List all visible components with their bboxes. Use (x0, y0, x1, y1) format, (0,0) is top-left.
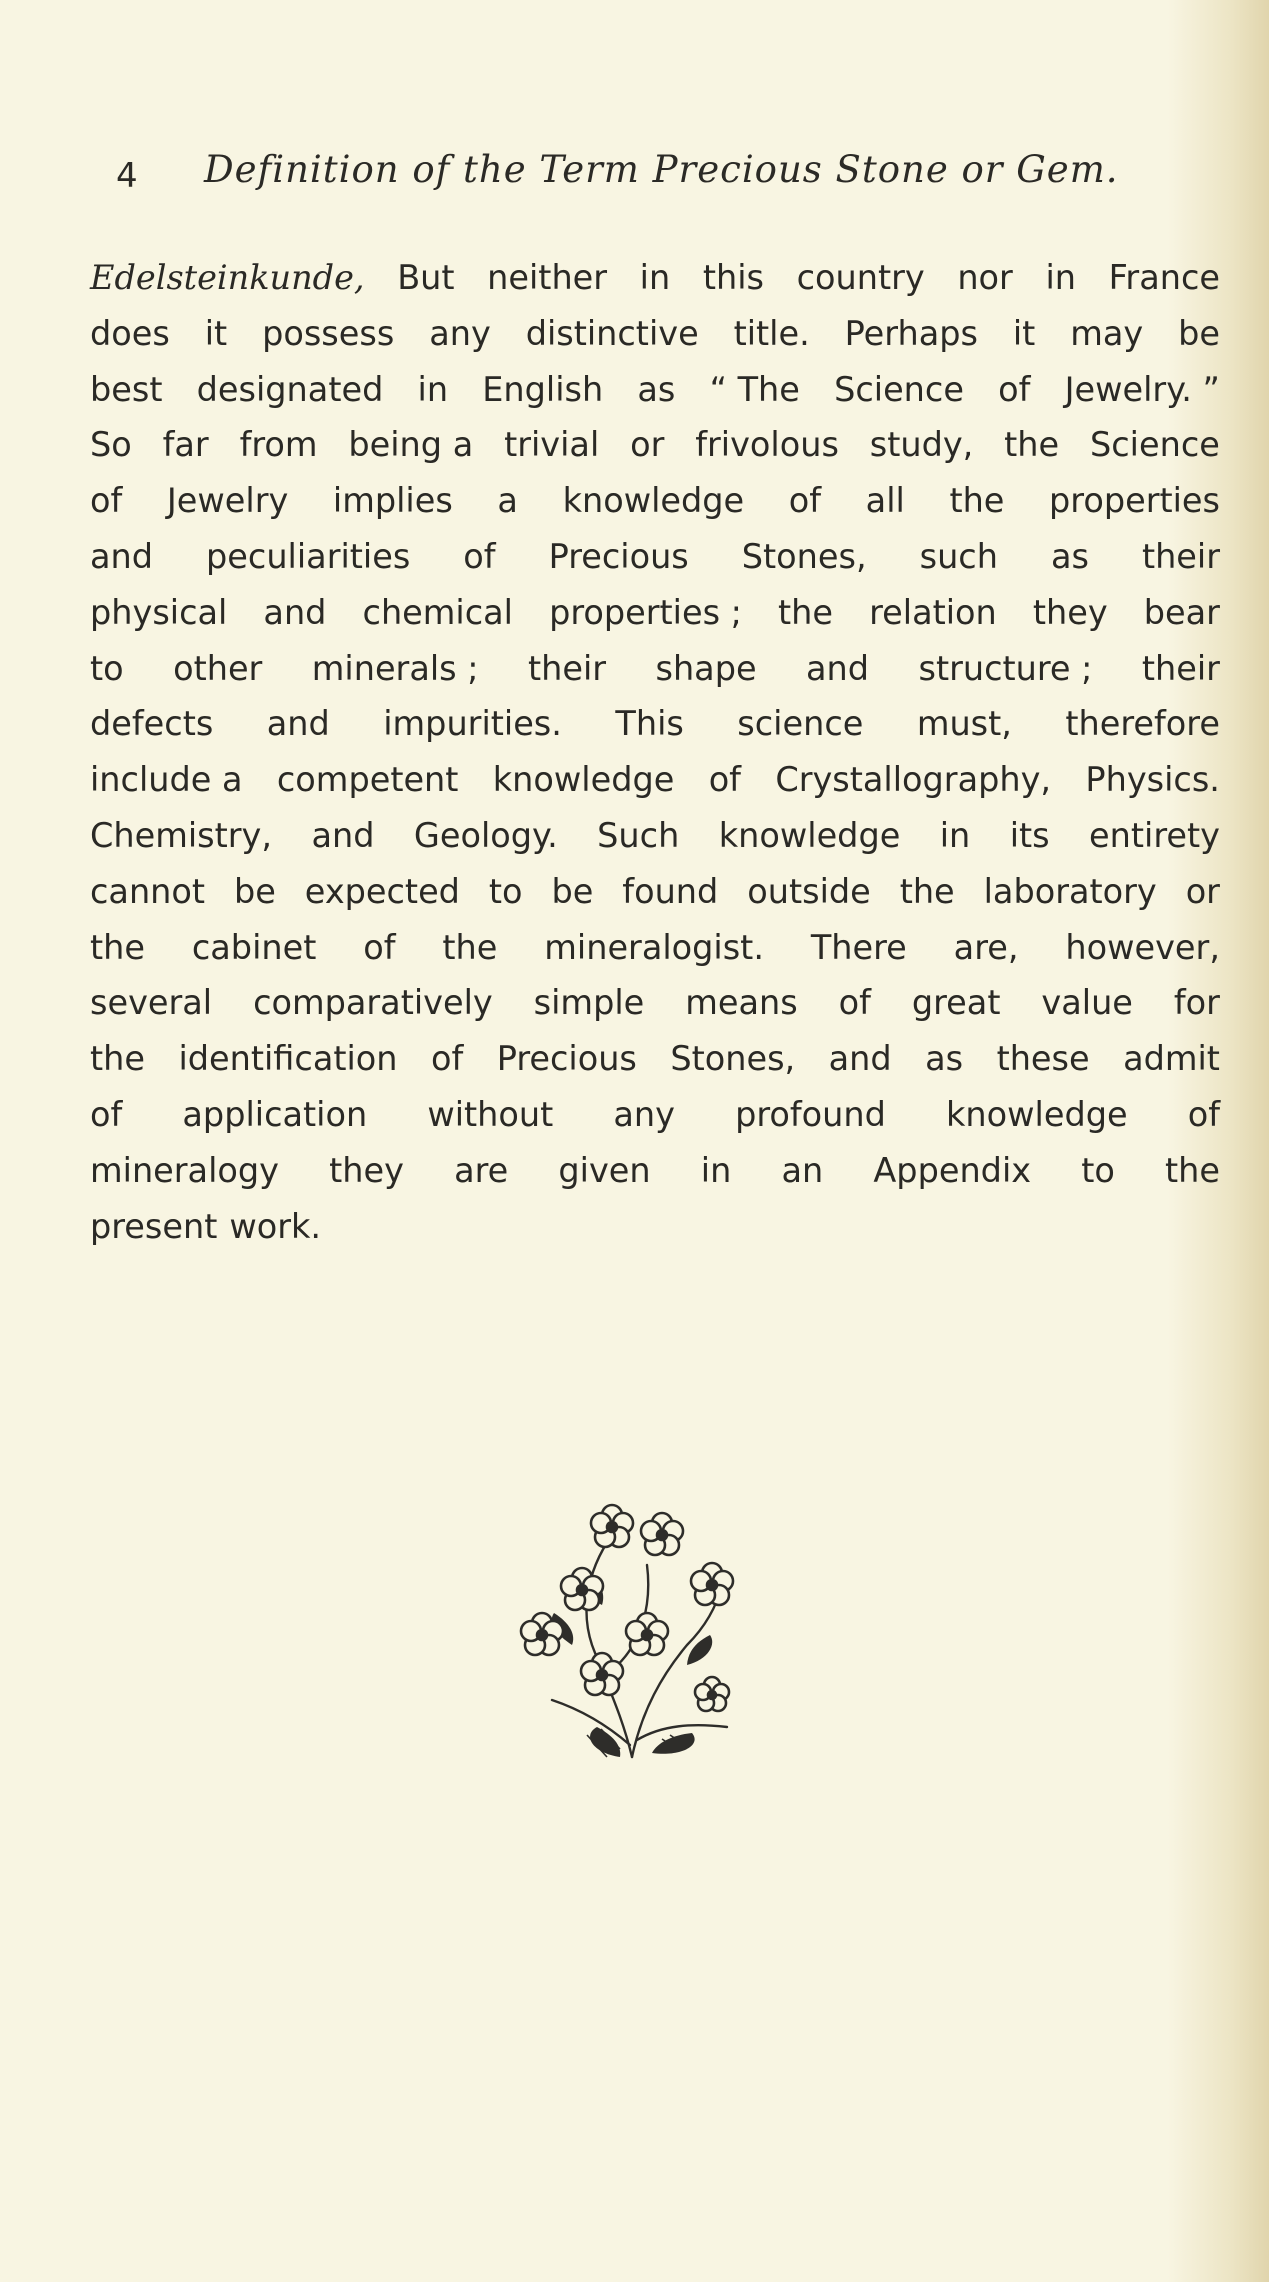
word: physical (90, 592, 228, 632)
text-line (90, 1087, 1220, 1143)
word: this (702, 258, 764, 297)
word: and (263, 592, 327, 632)
text-line (90, 1143, 1220, 1199)
word: the (90, 927, 145, 967)
word: of (838, 983, 871, 1023)
word: Jewelry. ” (1064, 369, 1220, 409)
text-line (90, 417, 1220, 473)
word: of (90, 481, 123, 521)
word: cannot (90, 871, 206, 911)
word: neither (487, 258, 608, 297)
word: or (630, 425, 665, 465)
word: far (162, 425, 209, 465)
text-line (90, 752, 1220, 808)
word: Chemistry, (90, 815, 273, 855)
text-line (90, 529, 1220, 585)
word: are (454, 1150, 509, 1190)
page-number: 4 (116, 156, 138, 196)
word: Stones, (670, 1039, 796, 1079)
word: profound (735, 1094, 886, 1134)
word: properties (1049, 481, 1220, 521)
word: Precious (548, 536, 689, 576)
word: admit (1123, 1039, 1220, 1079)
word: in (1045, 258, 1076, 297)
word: found (622, 871, 719, 911)
running-title: Definition of the Term Precious Stone or Gem. (204, 148, 1119, 191)
word: be (233, 871, 276, 911)
word: and (828, 1039, 892, 1079)
word: their (527, 648, 607, 688)
word: in (639, 258, 671, 297)
word: minerals ; (311, 648, 479, 688)
word: study, (869, 425, 974, 465)
word: Such (597, 815, 680, 855)
word: however, (1065, 927, 1220, 967)
word: be (1178, 313, 1220, 353)
word: the (778, 592, 834, 632)
word: given (558, 1150, 651, 1190)
running-head (116, 148, 1196, 208)
word: knowledge (718, 815, 901, 855)
text-line (90, 641, 1220, 697)
word: Physics. (1085, 760, 1220, 800)
word: Science (834, 369, 964, 409)
word: comparatively (253, 983, 493, 1023)
word: entirety (1089, 815, 1220, 855)
word: English (482, 369, 604, 409)
word: application (182, 1094, 368, 1134)
stem (587, 1535, 632, 1757)
word: structure ; (918, 648, 1093, 688)
word: their (1141, 536, 1220, 576)
word: work. (229, 1206, 322, 1246)
text-line (90, 1199, 1220, 1255)
word: great (911, 983, 1001, 1023)
word: the (1165, 1150, 1220, 1190)
word: from (239, 425, 318, 465)
word: mineralogist. (544, 927, 764, 967)
word: Appendix (873, 1150, 1032, 1190)
word: France (1108, 258, 1220, 297)
word: title. (733, 313, 810, 353)
text-line (90, 864, 1220, 920)
word: their (1141, 648, 1220, 688)
word: But (397, 258, 455, 297)
word: and (806, 648, 870, 688)
word: country (796, 258, 925, 297)
word: must, (916, 704, 1012, 744)
word: “ The (709, 369, 800, 409)
word: Precious (496, 1039, 637, 1079)
word: properties ; (549, 592, 742, 632)
word: knowledge (492, 760, 675, 800)
word: of (788, 481, 822, 521)
text-line (90, 362, 1220, 418)
word: and (266, 704, 330, 744)
word: as (1050, 536, 1089, 576)
text-line (90, 1031, 1220, 1087)
word: in (417, 369, 449, 409)
word: in (939, 815, 971, 855)
word: value (1041, 983, 1133, 1023)
word: or (1185, 871, 1220, 911)
word: impurities. (383, 704, 562, 744)
word: present (90, 1206, 218, 1246)
word: it (1012, 313, 1036, 353)
word: So (90, 425, 132, 465)
text-line (90, 808, 1220, 864)
body-paragraph (90, 250, 1220, 1254)
word: these (996, 1039, 1090, 1079)
word: of (363, 927, 396, 967)
word: designated (196, 369, 384, 409)
word: nor (957, 258, 1013, 297)
word: relation (869, 592, 997, 632)
word: as (925, 1039, 964, 1079)
word: may (1070, 313, 1144, 353)
word: defects (90, 704, 214, 744)
text-line (90, 975, 1220, 1031)
word: knowledge (562, 481, 745, 521)
word: they (1032, 592, 1108, 632)
word: other (173, 648, 263, 688)
word: chemical (362, 592, 513, 632)
text-line (90, 696, 1220, 752)
word: Crystallography, (775, 760, 1052, 800)
word: for (1173, 983, 1220, 1023)
word: to (488, 871, 523, 911)
word: bear (1143, 592, 1220, 632)
word: the (90, 1039, 145, 1079)
word: science (737, 704, 864, 744)
word: implies (332, 481, 453, 521)
word: does (90, 313, 170, 353)
word: and (90, 536, 154, 576)
word: the (1004, 425, 1060, 465)
word: best (90, 369, 163, 409)
word: of (998, 369, 1031, 409)
word: as (637, 369, 676, 409)
word: mineralogy (90, 1150, 279, 1190)
word: be (551, 871, 594, 911)
word: outside (747, 871, 871, 911)
word: knowledge (946, 1094, 1128, 1134)
text-line (90, 250, 1220, 306)
word: means (685, 983, 798, 1023)
word: to (90, 648, 124, 688)
word: the (442, 927, 498, 967)
word: simple (533, 983, 645, 1023)
word: being a (348, 425, 474, 465)
word: any (613, 1094, 675, 1134)
word: such (919, 536, 998, 576)
text-line (90, 585, 1220, 641)
word: all (865, 481, 905, 521)
floral-sprig-icon (512, 1495, 762, 1770)
word: This (615, 704, 684, 744)
word: Science (1090, 425, 1220, 465)
word: laboratory (983, 871, 1157, 911)
word: frivolous (695, 425, 839, 465)
word: There (810, 927, 907, 967)
word: an (781, 1150, 824, 1190)
italic-term: Edelsteinkunde, (90, 258, 365, 297)
word: competent (276, 760, 459, 800)
word: its (1009, 815, 1050, 855)
text-line (90, 920, 1220, 976)
word: Geology. (413, 815, 558, 855)
word: of (90, 1094, 123, 1134)
word: any (429, 313, 491, 353)
word: they (329, 1150, 404, 1190)
word: of (1187, 1094, 1220, 1134)
word: peculiarities (206, 536, 411, 576)
word: several (90, 983, 213, 1023)
word: the (949, 481, 1005, 521)
word: identification (178, 1039, 398, 1079)
word: and (311, 815, 375, 855)
word: therefore (1065, 704, 1220, 744)
word: Jewelry (166, 481, 289, 521)
word: to (1081, 1150, 1115, 1190)
word: it (204, 313, 228, 353)
word: of (430, 1039, 464, 1079)
word: possess (262, 313, 395, 353)
text-line (90, 473, 1220, 529)
word: cabinet (191, 927, 317, 967)
word: Stones, (741, 536, 867, 576)
word: shape (655, 648, 757, 688)
word: trivial (504, 425, 600, 465)
word: expected (304, 871, 460, 911)
word: include a (90, 760, 243, 800)
word: distinctive (525, 313, 699, 353)
text-line (90, 306, 1220, 362)
word: Perhaps (844, 313, 978, 353)
word: a (497, 481, 518, 521)
word: are, (953, 927, 1019, 967)
word: in (700, 1150, 732, 1190)
word: the (899, 871, 955, 911)
word: without (427, 1094, 554, 1134)
word: of (463, 536, 496, 576)
word: of (708, 760, 741, 800)
